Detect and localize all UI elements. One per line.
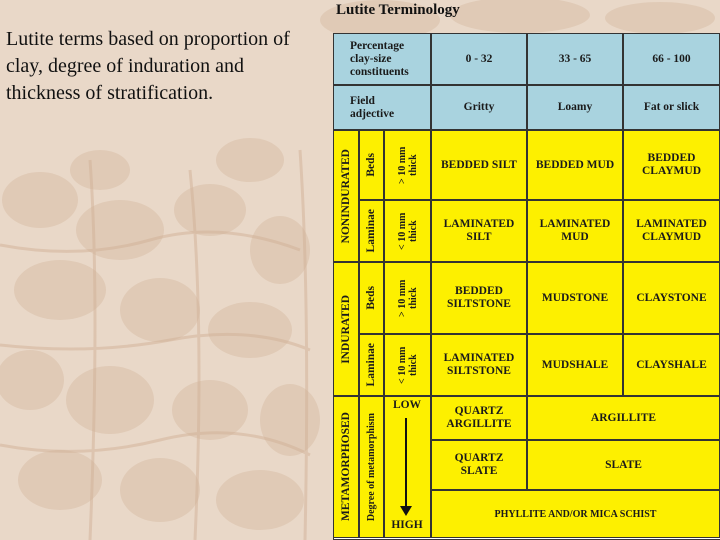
group-metamorphosed: METAMORPHOSED (333, 396, 359, 538)
term-quartz-slate: QUARTZ SLATE (431, 440, 527, 490)
degree-metamorphism-label: Degree of metamorphism (359, 396, 384, 538)
term-argillite: ARGILLITE (527, 396, 720, 440)
figure-title: Lutite Terminology (336, 2, 460, 18)
term-clayshale: CLAYSHALE (623, 334, 720, 396)
caption-text: Lutite terms based on proportion of clay, degree of induration and thickness of stratification. (6, 28, 290, 104)
strata-thick-lt-2: < 10 mm thick (384, 334, 431, 396)
strata-laminae-2: Laminae (359, 334, 384, 396)
adjective-fat: Fat or slick (623, 85, 720, 130)
term-laminated-silt: LAMINATED SILT (431, 200, 527, 262)
metamorphism-arrow (405, 418, 407, 510)
group-indurated: INDURATED (333, 262, 359, 396)
strata-thick-gt-2: > 10 mm thick (384, 262, 431, 334)
strata-laminae-1: Laminae (359, 200, 384, 262)
term-bedded-claymud: BEDDED CLAYMUD (623, 130, 720, 200)
range-low: 0 - 32 (431, 33, 527, 85)
term-bedded-mud: BEDDED MUD (527, 130, 623, 200)
term-slate: SLATE (527, 440, 720, 490)
strata-beds-2: Beds (359, 262, 384, 334)
term-phyllite-schist: PHYLLITE AND/OR MICA SCHIST (431, 490, 720, 538)
proportion-label: Percentage clay-size constituents (333, 33, 431, 85)
term-laminated-claymud: LAMINATED CLAYMUD (623, 200, 720, 262)
low-label: LOW (392, 399, 422, 411)
strata-thick-lt-1: < 10 mm thick (384, 200, 431, 262)
term-mudshale: MUDSHALE (527, 334, 623, 396)
term-laminated-siltstone: LAMINATED SILTSTONE (431, 334, 527, 396)
term-bedded-silt: BEDDED SILT (431, 130, 527, 200)
field-adjective-label: Field adjective (333, 85, 431, 130)
adjective-gritty: Gritty (431, 85, 527, 130)
term-quartz-argillite: QUARTZ ARGILLITE (431, 396, 527, 440)
range-mid: 33 - 65 (527, 33, 623, 85)
strata-thick-gt-1: > 10 mm thick (384, 130, 431, 200)
range-high: 66 - 100 (623, 33, 720, 85)
term-mudstone: MUDSTONE (527, 262, 623, 334)
term-laminated-mud: LAMINATED MUD (527, 200, 623, 262)
group-nonindurated: NONINDURATED (333, 130, 359, 262)
term-bedded-siltstone: BEDDED SILTSTONE (431, 262, 527, 334)
high-label: HIGH (391, 519, 423, 531)
metamorphism-scale (384, 396, 431, 538)
adjective-loamy: Loamy (527, 85, 623, 130)
strata-beds-1: Beds (359, 130, 384, 200)
arrow-down-icon (400, 506, 412, 516)
term-claystone: CLAYSTONE (623, 262, 720, 334)
